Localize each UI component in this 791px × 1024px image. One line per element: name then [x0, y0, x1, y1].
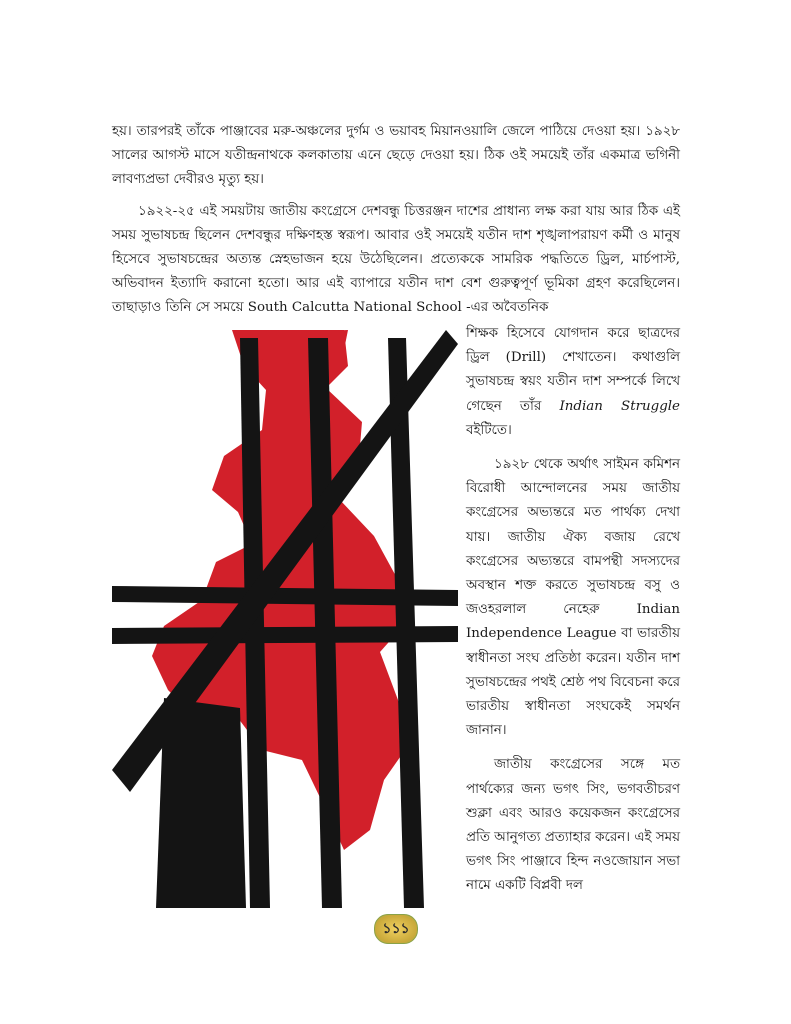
- column-paragraph-3: জাতীয় কংগ্রেসের সঙ্গে মত পার্থক্যের জন্য ভগৎ সিং, ভগবতীচরণ শুক্লা এবং আরও কয়েকজন কংগ্রেসের প্রতি আনুগত্য প্রত্যাহার করেন। এই সময় ভগৎ সিং পাঞ্জাবে হিন্দ নওজোয়ান সভা নামে একটি বিপ্লবী দল: [466, 757, 680, 894]
- book-title: Indian Struggle: [559, 398, 680, 414]
- paragraph-2: ১৯২২-২৫ এই সময়টায় জাতীয় কংগ্রেসে দেশবন্ধু চিত্তরঞ্জন দাশের প্রাধান্য লক্ষ করা যায় আর ঠিক এই সময় সুভাষচন্দ্র ছিলেন দেশবন্ধুর দক্ষিণহস্ত স্বরূপ। আবার ওই সময়েই যতীন দাশ শৃঙ্খলাপরায়ণ কর্মী ও মানুষ হিসেবে সুভাষচন্দ্রের অত্যন্ত স্নেহভাজন হয়ে উঠেছিলেন। প্রত্যেককে সামরিক পদ্ধতিতে ড্রিল, মার্চপাস্ট, অভিবাদন ইত্যাদি করানো হতো। আর এই ব্যাপারে যতীন দাশ বেশ গুরুত্বপূর্ণ ভূমিকা গ্রহণ করেছিলেন। তাছাড়াও তিনি সে সময়ে South Calcutta National School -এর অবৈতনিক: [112, 204, 680, 315]
- column-paragraph-2: ১৯২৮ থেকে অর্থাৎ সাইমন কমিশন বিরোধী আন্দোলনের সময় জাতীয় কংগ্রেসের অভ্যন্তরে মত পার্থক্য দেখা যায়। জাতীয় ঐক্য বজায় রেখে কংগ্রেসের অভ্যন্তরে বামপন্থী সদস্যদের অবস্থান শক্ত করতে সুভাষচন্দ্র বসু ও জওহরলাল নেহেরু Indian Independence League বা ভারতীয় স্বাধীনতা সংঘ প্রতিষ্ঠা করেন। যতীন দাশ সুভাষচন্দ্রের পথই শ্রেষ্ঠ পথ বিবেচনা করে ভারতীয় স্বাধীনতা সংঘকেই সমর্থন জানান।: [466, 457, 680, 739]
- column-paragraph-1-end: বইটিতে।: [466, 422, 512, 438]
- abstract-bars-artwork: [112, 330, 458, 908]
- paragraph-1: হয়। তারপরই তাঁকে পাঞ্জাবের মরু-অঞ্চলের দুর্গম ও ভয়াবহ মিয়ানওয়ালি জেলে পাঠিয়ে দেওয়া হয়। ১৯২৮ সালের আগস্ট মাসে যতীন্দ্রনাথকে কলকাতায় এনে ছেড়ে দেওয়া হয়। ঠিক ওই সময়েই তাঁর একমাত্র ভগিনী লাবণ্যপ্রভা দেবীরও মৃত্যু হয়।: [112, 124, 680, 187]
- page-number-badge: ১১১: [374, 914, 418, 944]
- art-bar-horizontal-2: [112, 626, 458, 644]
- art-black-block: [156, 698, 246, 908]
- full-width-text: [112, 120, 680, 328]
- column-paragraph-1: [466, 322, 680, 443]
- right-column-text: [466, 322, 680, 899]
- column-paragraph-1-start: শিক্ষক হিসেবে যোগদান করে ছাত্রদের ড্রিল (Drill) শেখাতেন। কথাগুলি সুভাষচন্দ্র স্বয়ং যতীন দাশ সম্পর্কে লিখে গেছেন তাঁর: [466, 326, 680, 414]
